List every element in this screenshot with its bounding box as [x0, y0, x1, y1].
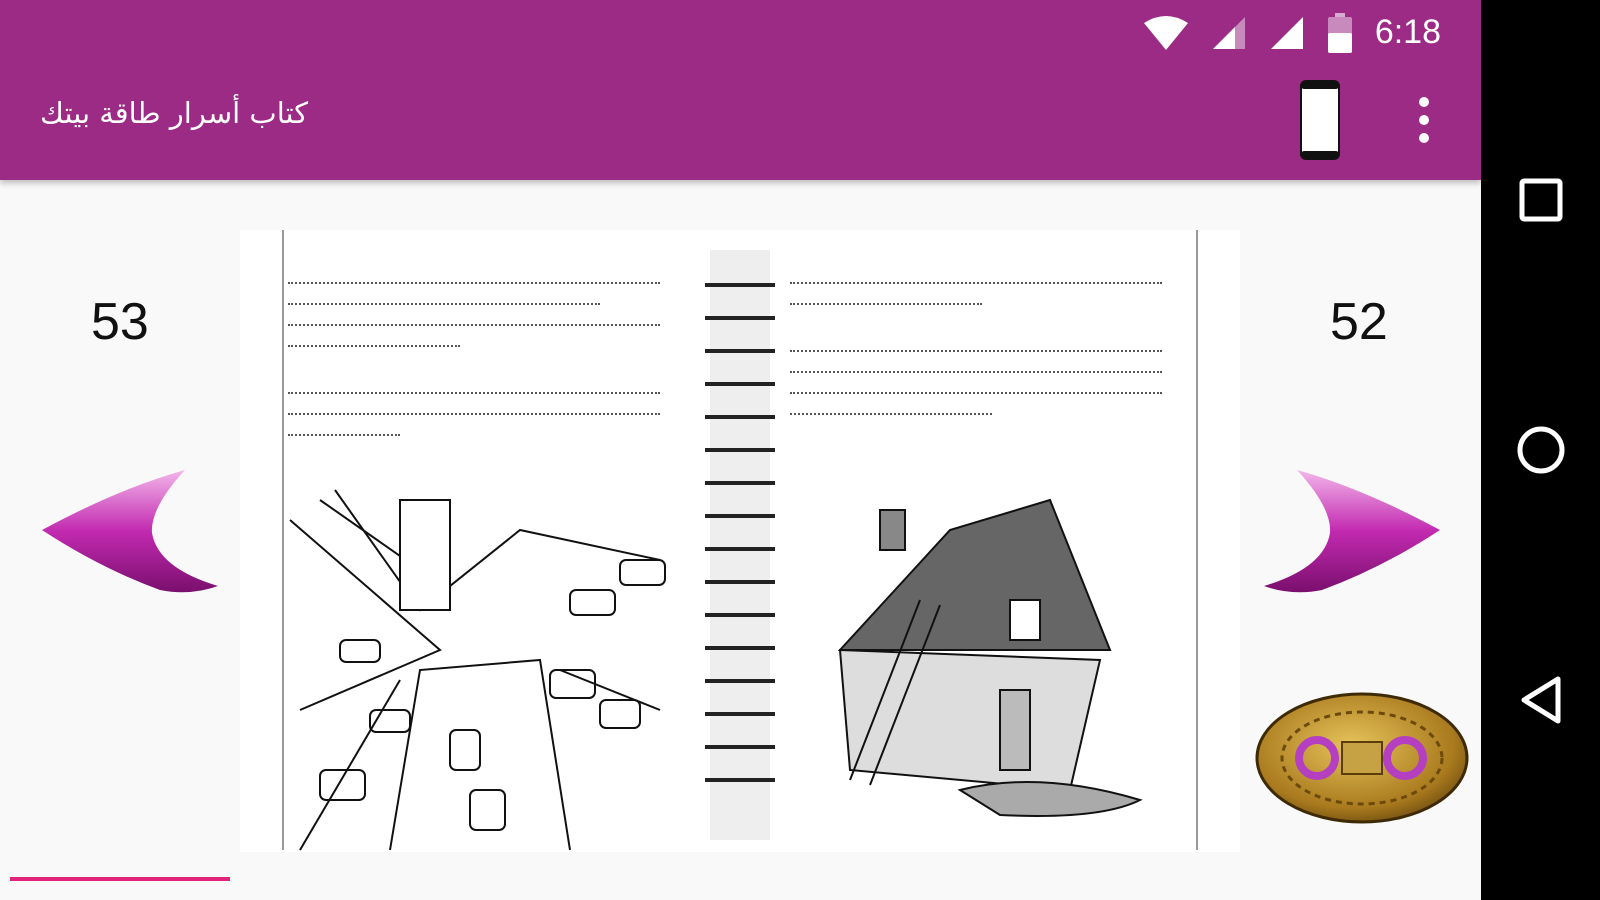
home-icon [1516, 425, 1566, 475]
book-spread[interactable] [240, 230, 1240, 852]
left-page-paragraph-1 [288, 272, 660, 347]
battery-icon [1327, 13, 1353, 53]
recent-apps-icon [1519, 178, 1563, 222]
left-page-paragraph-2 [288, 382, 660, 436]
back-icon [1518, 675, 1564, 725]
status-time: 6:18 [1374, 13, 1441, 51]
coin-logo[interactable] [1255, 692, 1470, 824]
phone-orientation-icon[interactable] [1300, 80, 1340, 160]
left-page-number: 53 [91, 293, 149, 351]
right-page-number: 52 [1330, 293, 1388, 351]
cell-signal-icon [1211, 15, 1247, 51]
accent-underline [10, 877, 230, 881]
recent-apps-button[interactable] [1481, 140, 1600, 260]
right-page-paragraph-2 [790, 340, 1162, 415]
arrow-right-icon[interactable] [1262, 468, 1442, 598]
back-button[interactable] [1481, 640, 1600, 760]
app-title: كتاب أسرار طاقة بيتك [40, 96, 309, 130]
app-bar [0, 0, 1481, 180]
home-button[interactable] [1481, 390, 1600, 510]
more-vert-icon[interactable] [1412, 96, 1436, 144]
wifi-icon [1143, 15, 1189, 51]
status-bar [1143, 10, 1441, 55]
arrow-left-icon[interactable] [40, 468, 220, 598]
right-page-paragraph-1 [790, 272, 1162, 305]
cell-signal-full-icon [1269, 15, 1305, 51]
navigation-bar [1481, 0, 1600, 900]
